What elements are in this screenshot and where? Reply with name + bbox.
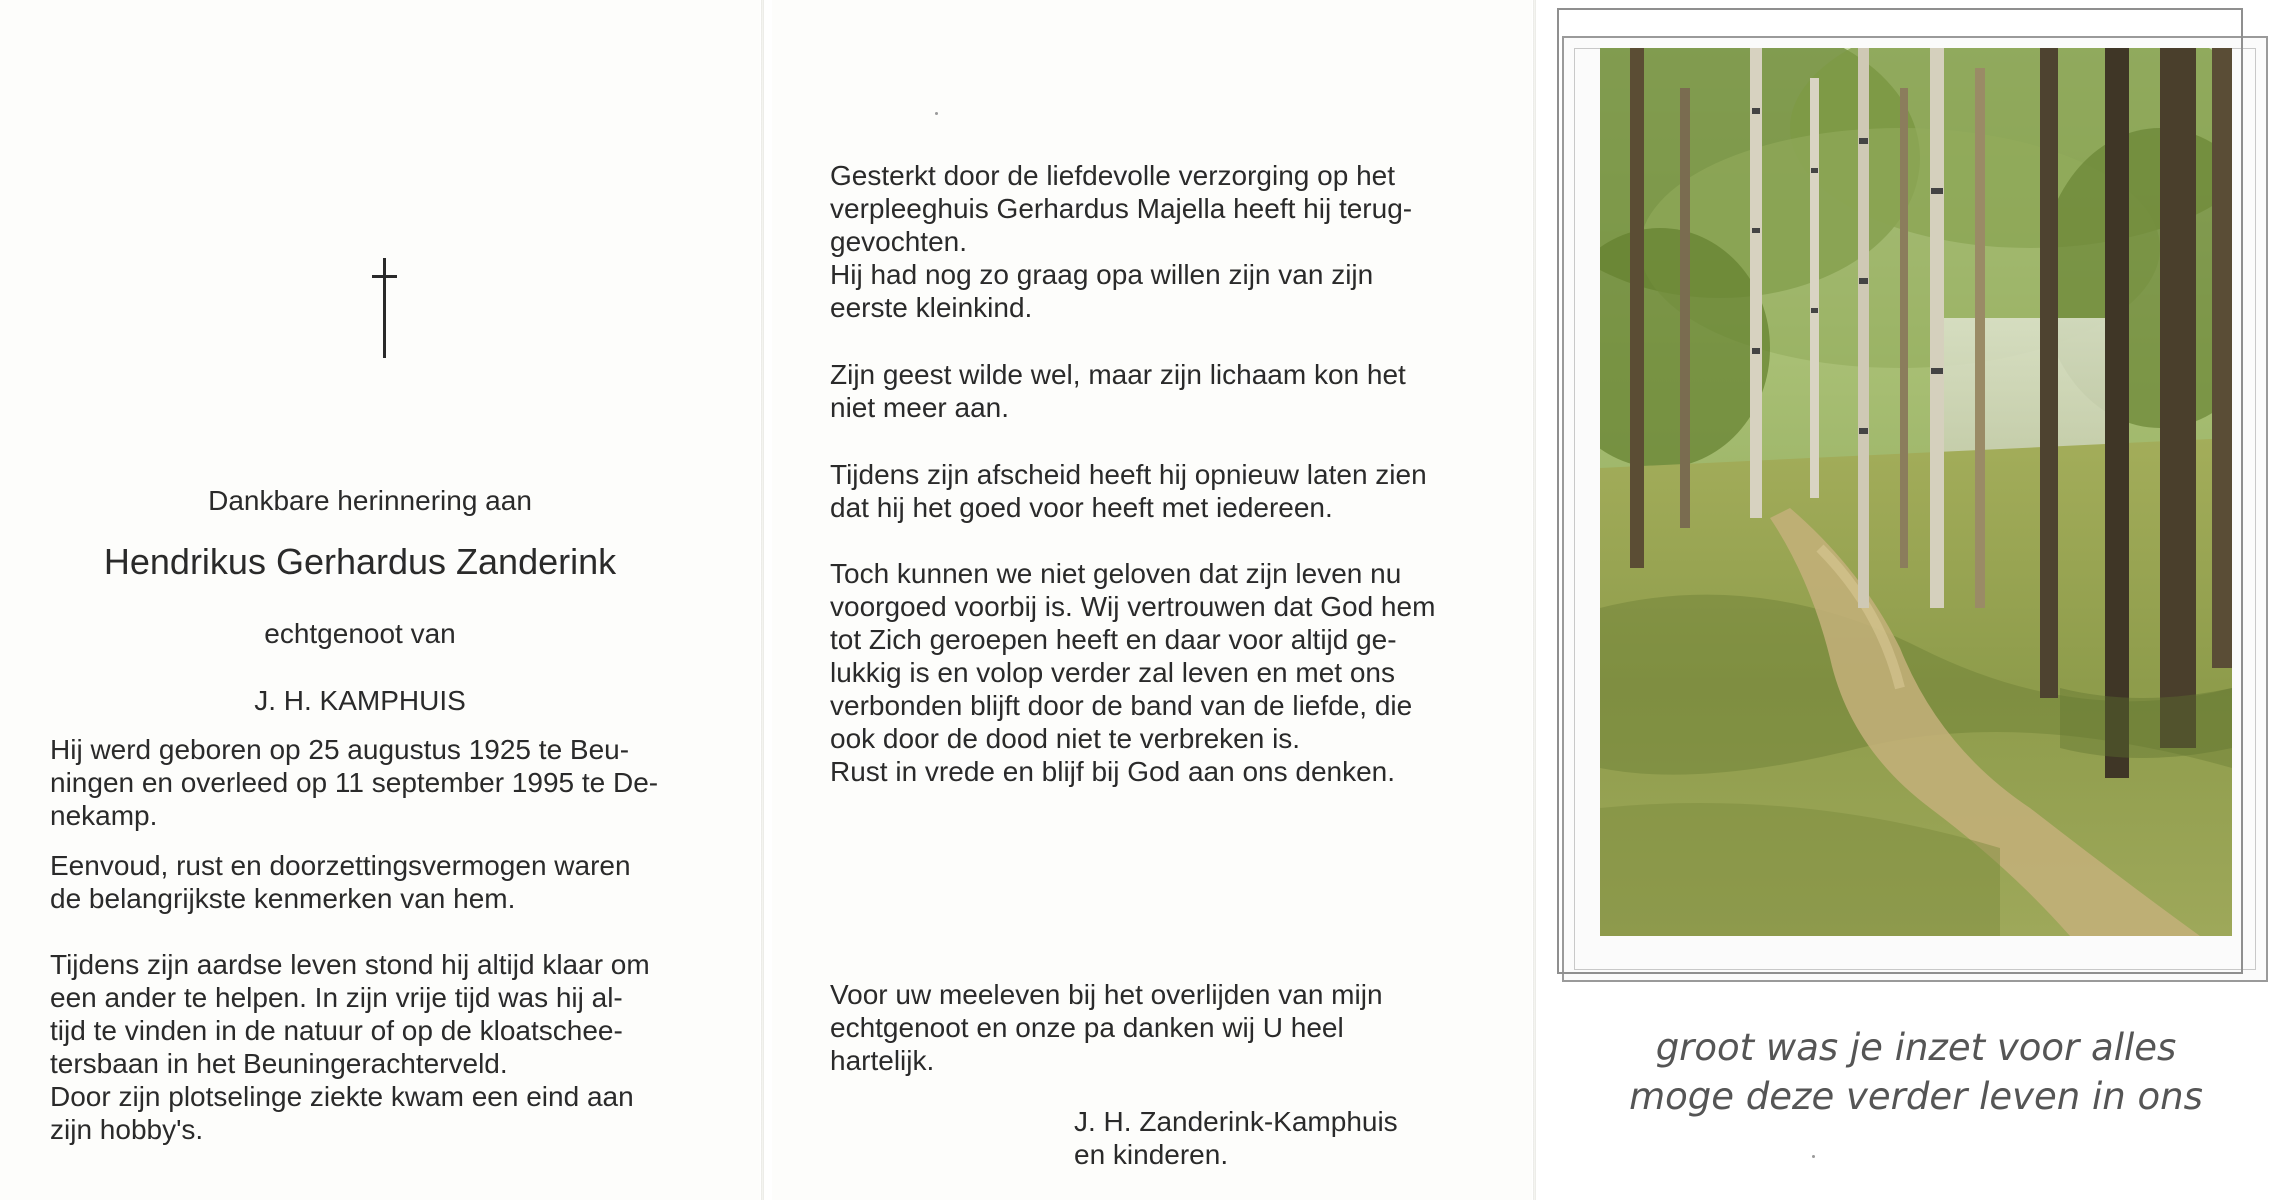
fold-line-left	[761, 0, 764, 1200]
spirit-paragraph	[830, 358, 1406, 424]
caption-line: groot was je inzet voor alles	[1655, 1026, 2177, 1069]
spouse-name: J. H. KAMPHUIS	[254, 685, 466, 716]
paragraph-line: verbonden blijft door de band van de liefde, die	[830, 690, 1413, 721]
paragraph-line: Eenvoud, rust en doorzettingsvermogen waren	[50, 850, 631, 881]
paragraph-line: eerste kleinkind.	[830, 292, 1033, 323]
paragraph-line: Hij werd geboren op 25 augustus 1925 te Beu-	[50, 734, 630, 765]
frame-line	[1557, 972, 2243, 974]
deceased-name: Hendrikus Gerhardus Zanderink	[103, 541, 617, 582]
paragraph-line: tijd te vinden in de natuur of op de kloatschee-	[50, 1015, 623, 1046]
fold-line-right	[1533, 0, 1536, 1200]
paragraph-line: Rust in vrede en blijf bij God aan ons denken.	[830, 756, 1396, 787]
paragraph-line: hartelijk.	[830, 1045, 935, 1076]
intro-text: Dankbare herinnering aan	[208, 485, 532, 516]
paragraph-line: tersbaan in het Beuningerachterveld.	[50, 1048, 508, 1079]
paragraph-line: een ander te helpen. In zijn vrije tijd was hij al-	[50, 982, 623, 1013]
frame-line	[1557, 8, 1559, 974]
thanks-paragraph	[830, 978, 1383, 1077]
frame-line	[2241, 8, 2243, 974]
paragraph-line: Hij had nog zo graag opa willen zijn van zijn	[830, 259, 1374, 290]
paragraph-line: lukkig is en volop verder zal leven en met ons	[830, 657, 1395, 688]
paragraph-line: echtgenoot en onze pa danken wij U heel	[830, 1012, 1344, 1043]
life-paragraph	[50, 948, 650, 1146]
frame-line	[1557, 8, 2243, 10]
paragraph-line: voorgoed voorbij is. Wij vertrouwen dat God hem	[830, 591, 1436, 622]
cross-icon	[372, 258, 396, 358]
paragraph-line: Voor uw meeleven bij het overlijden van mijn	[830, 979, 1383, 1010]
paragraph-line: Door zijn plotselinge ziekte kwam een eind aan	[50, 1081, 634, 1112]
strength-paragraph	[830, 159, 1412, 324]
paragraph-line: verpleeghuis Gerhardus Majella heeft hij terug-	[830, 193, 1413, 224]
paragraph-line: ook door de dood niet te verbreken is.	[830, 723, 1301, 754]
paragraph-line: dat hij het goed voor heeft met iedereen.	[830, 492, 1333, 523]
paragraph-line: niet meer aan.	[830, 392, 1009, 423]
faith-paragraph	[830, 557, 1435, 788]
paragraph-line: Tijdens zijn afscheid heeft hij opnieuw laten zien	[830, 459, 1427, 490]
signature	[1074, 1105, 1398, 1171]
paragraph-line: gevochten.	[830, 226, 967, 257]
paragraph-line: Zijn geest wilde wel, maar zijn lichaam kon het	[830, 359, 1406, 390]
paper-speck	[935, 112, 938, 115]
caption-line: moge deze verder leven in ons	[1629, 1075, 2203, 1118]
paragraph-line: Tijdens zijn aardse leven stond hij altijd klaar om	[50, 949, 650, 980]
paragraph-line: de belangrijkste kenmerken van hem.	[50, 883, 516, 914]
paragraph-line: nekamp.	[50, 800, 158, 831]
paragraph-line: zijn hobby's.	[50, 1114, 204, 1145]
paper-speck	[1812, 1155, 1815, 1158]
paragraph-line: Toch kunnen we niet geloven dat zijn leven nu	[830, 558, 1402, 589]
signature-line: en kinderen.	[1074, 1139, 1229, 1170]
paragraph-line: ningen en overleed op 11 september 1995 te De-	[50, 767, 659, 798]
spouse-of-text: echtgenoot van	[264, 618, 456, 649]
signature-line: J. H. Zanderink-Kamphuis	[1074, 1106, 1398, 1137]
farewell-paragraph	[830, 458, 1427, 524]
paragraph-line: Gesterkt door de liefdevolle verzorging op het	[830, 160, 1395, 191]
traits-paragraph	[50, 849, 631, 915]
birth-death-paragraph	[50, 733, 658, 832]
forest-path-photo	[1600, 48, 2232, 936]
paragraph-line: tot Zich geroepen heeft en daar voor altijd ge-	[830, 624, 1397, 655]
